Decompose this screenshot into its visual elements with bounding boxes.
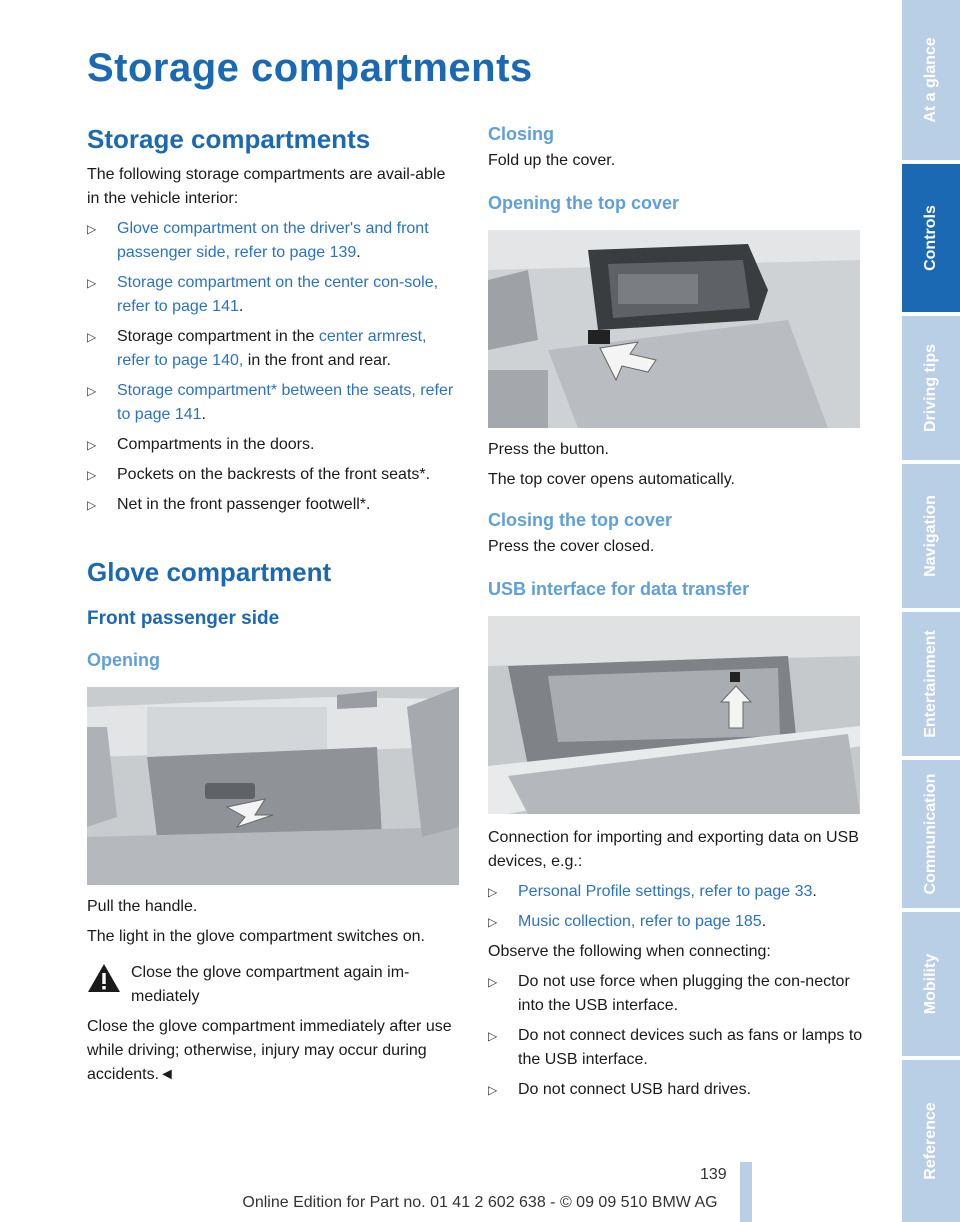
- bullet-triangle-icon: ▷: [87, 330, 97, 344]
- list-item-text: in the front and rear.: [243, 352, 391, 369]
- fold-cover-text: Fold up the cover.: [488, 152, 616, 169]
- bullet-triangle-icon: ▷: [87, 438, 97, 452]
- bullet-triangle-icon: ▷: [488, 1029, 498, 1043]
- page-title: Storage compartments: [87, 46, 533, 90]
- usb-connection-text: Connection for importing and exporting data on USB devices, e.g.:: [488, 829, 859, 870]
- list-item: [87, 325, 462, 373]
- bullet-triangle-icon: ▷: [87, 384, 97, 398]
- usb-warnings-list: [488, 970, 863, 1102]
- page-number-bar: [740, 1162, 752, 1222]
- top-cover-illustration: [488, 230, 860, 428]
- bullet-triangle-icon: ▷: [87, 468, 97, 482]
- list-item: ▷ Personal Profile settings, refer to page 33.: [488, 880, 863, 904]
- tab-at-a-glance[interactable]: [902, 0, 960, 160]
- tab-label: Reference: [922, 1102, 939, 1180]
- heading-usb-interface: USB interface for data transfer: [488, 579, 750, 599]
- tab-entertainment[interactable]: [902, 612, 960, 756]
- heading-glove-compartment: Glove compartment: [87, 557, 332, 587]
- right-column: [488, 120, 863, 1102]
- usb-interface-illustration: [488, 616, 860, 814]
- heading-front-passenger-side: Front passenger side: [87, 608, 280, 629]
- bullet-triangle-icon: ▷: [87, 498, 97, 512]
- tab-label: Controls: [922, 205, 939, 271]
- heading-closing-top-cover: Closing the top cover: [488, 510, 673, 530]
- list-item-text: Storage compartment in the: [117, 328, 319, 345]
- tab-label: Driving tips: [922, 343, 939, 433]
- list-item-text: Do not connect USB hard drives.: [518, 1081, 752, 1098]
- tab-label: Entertainment: [922, 630, 939, 738]
- list-item-text: Do not connect devices such as fans or lamps to the USB interface.: [518, 1027, 863, 1068]
- tab-controls[interactable]: [902, 164, 960, 312]
- page-number: 139: [700, 1166, 727, 1183]
- tab-label: Communication: [922, 773, 939, 895]
- tab-label: At a glance: [922, 37, 939, 123]
- link-between-seats[interactable]: Storage compartment* between the seats, refer to page 141: [117, 382, 454, 423]
- chapter-sidebar: [902, 0, 960, 1222]
- warning-body: Close the glove compartment immediately after use while driving; otherwise, injury may occur during accidents.◄: [87, 1018, 452, 1083]
- bullet-triangle-icon: ▷: [87, 222, 97, 236]
- list-item-text: Pockets on the backrests of the front seats*.: [117, 466, 431, 483]
- top-cover-figure: [488, 230, 860, 428]
- usb-interface-figure: [488, 616, 860, 814]
- list-item: ▷ Glove compartment on the driver's and front passenger side, refer to page 139.: [87, 217, 462, 265]
- pull-handle-text: Pull the handle.: [87, 898, 198, 915]
- link-personal-profile[interactable]: Personal Profile settings, refer to page 33: [518, 883, 813, 900]
- link-center-armrest[interactable]: center armrest, refer to page 140,: [117, 328, 427, 369]
- list-item: [87, 463, 462, 487]
- opens-automatically-text: The top cover opens automatically.: [488, 471, 735, 488]
- glove-compartment-figure: [87, 687, 459, 885]
- bullet-triangle-icon: ▷: [488, 975, 498, 989]
- warning-title: Close the glove compartment again im-mediately: [131, 964, 410, 1005]
- link-music-collection[interactable]: Music collection, refer to page 185: [518, 913, 762, 930]
- glove-compartment-illustration: [87, 687, 459, 885]
- list-item: [488, 1078, 863, 1102]
- list-item: ▷ Storage compartment on the center con-sole, refer to page 141.: [87, 271, 462, 319]
- usb-use-list: [488, 880, 863, 934]
- left-column: [87, 120, 462, 1087]
- warning-box: [87, 961, 462, 1009]
- bullet-triangle-icon: ▷: [488, 885, 498, 899]
- list-item: ▷ Storage compartment* between the seats, refer to page 141.: [87, 379, 462, 427]
- intro-text: The following storage compartments are avail-able in the vehicle interior:: [87, 166, 446, 207]
- tab-navigation[interactable]: [902, 464, 960, 608]
- list-item: [87, 433, 462, 457]
- bullet-triangle-icon: ▷: [488, 915, 498, 929]
- bullet-triangle-icon: ▷: [87, 276, 97, 290]
- bullet-triangle-icon: ▷: [488, 1083, 498, 1097]
- press-cover-text: Press the cover closed.: [488, 538, 655, 555]
- list-item: [488, 1024, 863, 1072]
- list-item: ▷ Music collection, refer to page 185.: [488, 910, 863, 934]
- list-item-text: Do not use force when plugging the con-nector into the USB interface.: [518, 973, 850, 1014]
- tab-communication[interactable]: [902, 760, 960, 908]
- list-item: [488, 970, 863, 1018]
- footer-edition: Online Edition for Part no. 01 41 2 602 638 - © 09 09 510 BMW AG: [242, 1194, 718, 1211]
- list-item-text: Net in the front passenger footwell*.: [117, 496, 371, 513]
- light-text: The light in the glove compartment switches on.: [87, 928, 425, 945]
- tab-driving-tips[interactable]: [902, 316, 960, 460]
- storage-list: [87, 217, 462, 517]
- observe-text: Observe the following when connecting:: [488, 943, 771, 960]
- warning-triangle-icon: [87, 963, 121, 993]
- press-button-text: Press the button.: [488, 441, 609, 458]
- heading-opening-top-cover: Opening the top cover: [488, 193, 680, 213]
- heading-closing: Closing: [488, 124, 554, 144]
- list-item: [87, 493, 462, 517]
- list-item-text: Compartments in the doors.: [117, 436, 315, 453]
- tab-mobility[interactable]: [902, 912, 960, 1056]
- heading-storage-compartments: Storage compartments: [87, 124, 371, 154]
- tab-label: Navigation: [922, 495, 939, 577]
- tab-label: Mobility: [922, 953, 939, 1015]
- heading-opening: Opening: [87, 650, 160, 670]
- link-center-console[interactable]: Storage compartment on the center con-sole, refer to page 141: [117, 274, 439, 315]
- link-glove-compartment[interactable]: Glove compartment on the driver's and front passenger side, refer to page 139: [117, 220, 429, 261]
